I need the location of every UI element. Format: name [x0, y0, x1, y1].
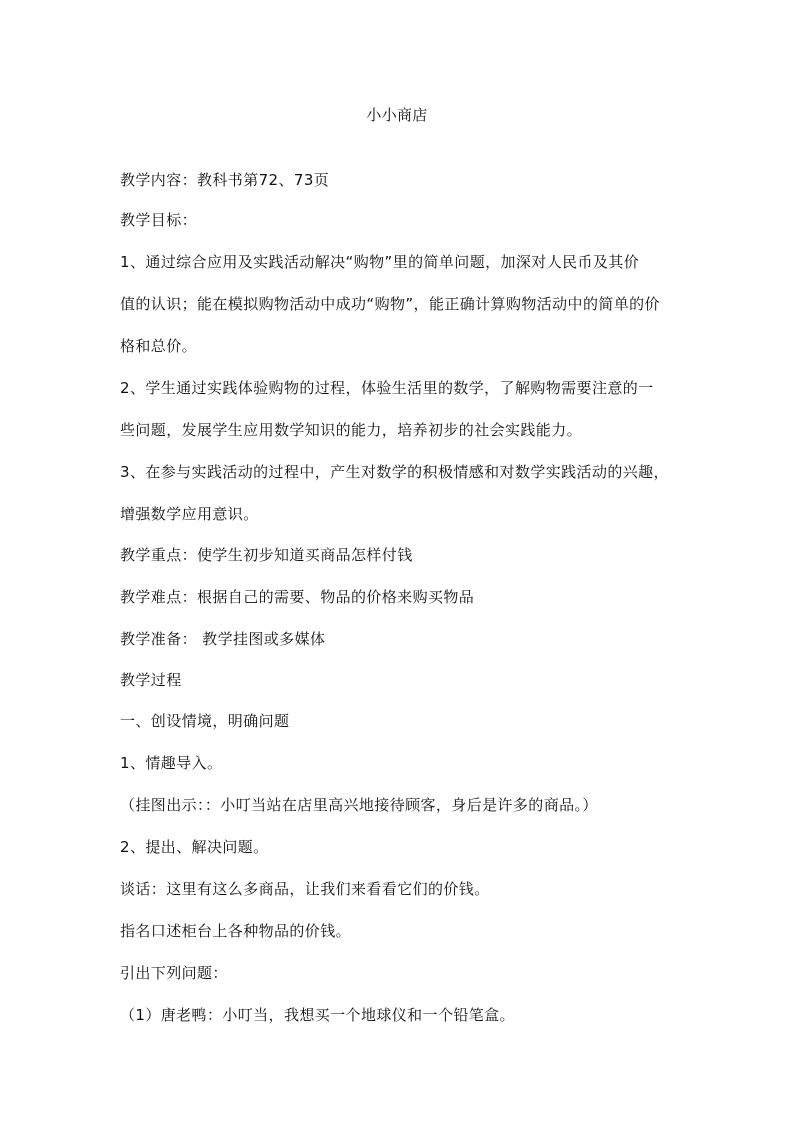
- dialogue-line: 谈话：这里有这么多商品，让我们来看看它们的价钱。: [120, 880, 490, 898]
- goal-2-line-1: 2、学生通过实践体验购物的过程，体验生活里的数学，了解购物需要注意的一: [120, 379, 654, 397]
- goal-1-line-2: 值的认识；能在模拟购物活动中成功“购物”，能正确计算购物活动中的简单的价: [120, 295, 660, 313]
- price-description-line: 指名口述柜台上各种物品的价钱。: [120, 922, 352, 940]
- teaching-goals-heading: 教学目标：: [120, 211, 198, 229]
- section-1-heading: 一、创设情境，明确问题: [120, 712, 290, 730]
- teaching-content-line: 教学内容：教科书第72、73页: [120, 171, 330, 189]
- goal-3-line-2: 增强数学应用意识。: [120, 505, 259, 523]
- teaching-process-heading: 教学过程: [120, 671, 182, 689]
- page-title: 小小商店: [366, 106, 428, 124]
- questions-intro-line: 引出下列问题：: [120, 964, 228, 982]
- goal-1-line-1: 1、通过综合应用及实践活动解决“购物”里的简单问题，加深对人民币及其价: [120, 253, 640, 271]
- goal-1-line-3: 格和总价。: [120, 337, 198, 355]
- wall-chart-note: （挂图出示：：小叮当站在店里高兴地接待顾客，身后是许多的商品。）: [120, 796, 598, 814]
- question-1-line: （1）唐老鸭：小叮当，我想买一个地球仪和一个铅笔盒。: [120, 1006, 515, 1024]
- teaching-preparation-line: 教学准备： 教学挂图或多媒体: [120, 630, 326, 648]
- teaching-difficulty-line: 教学难点：根据自己的需要、物品的价格来购买物品: [120, 588, 475, 606]
- teaching-focus-line: 教学重点：使学生初步知道买商品怎样付钱: [120, 546, 413, 564]
- step-1-heading: 1、情趣导入。: [120, 754, 223, 772]
- goal-3-line-1: 3、在参与实践活动的过程中，产生对数学的积极情感和对数学实践活动的兴趣，: [120, 463, 669, 481]
- goal-2-line-2: 些问题，发展学生应用数学知识的能力，培养初步的社会实践能力。: [120, 421, 583, 439]
- step-2-heading: 2、提出、解决问题。: [120, 838, 269, 856]
